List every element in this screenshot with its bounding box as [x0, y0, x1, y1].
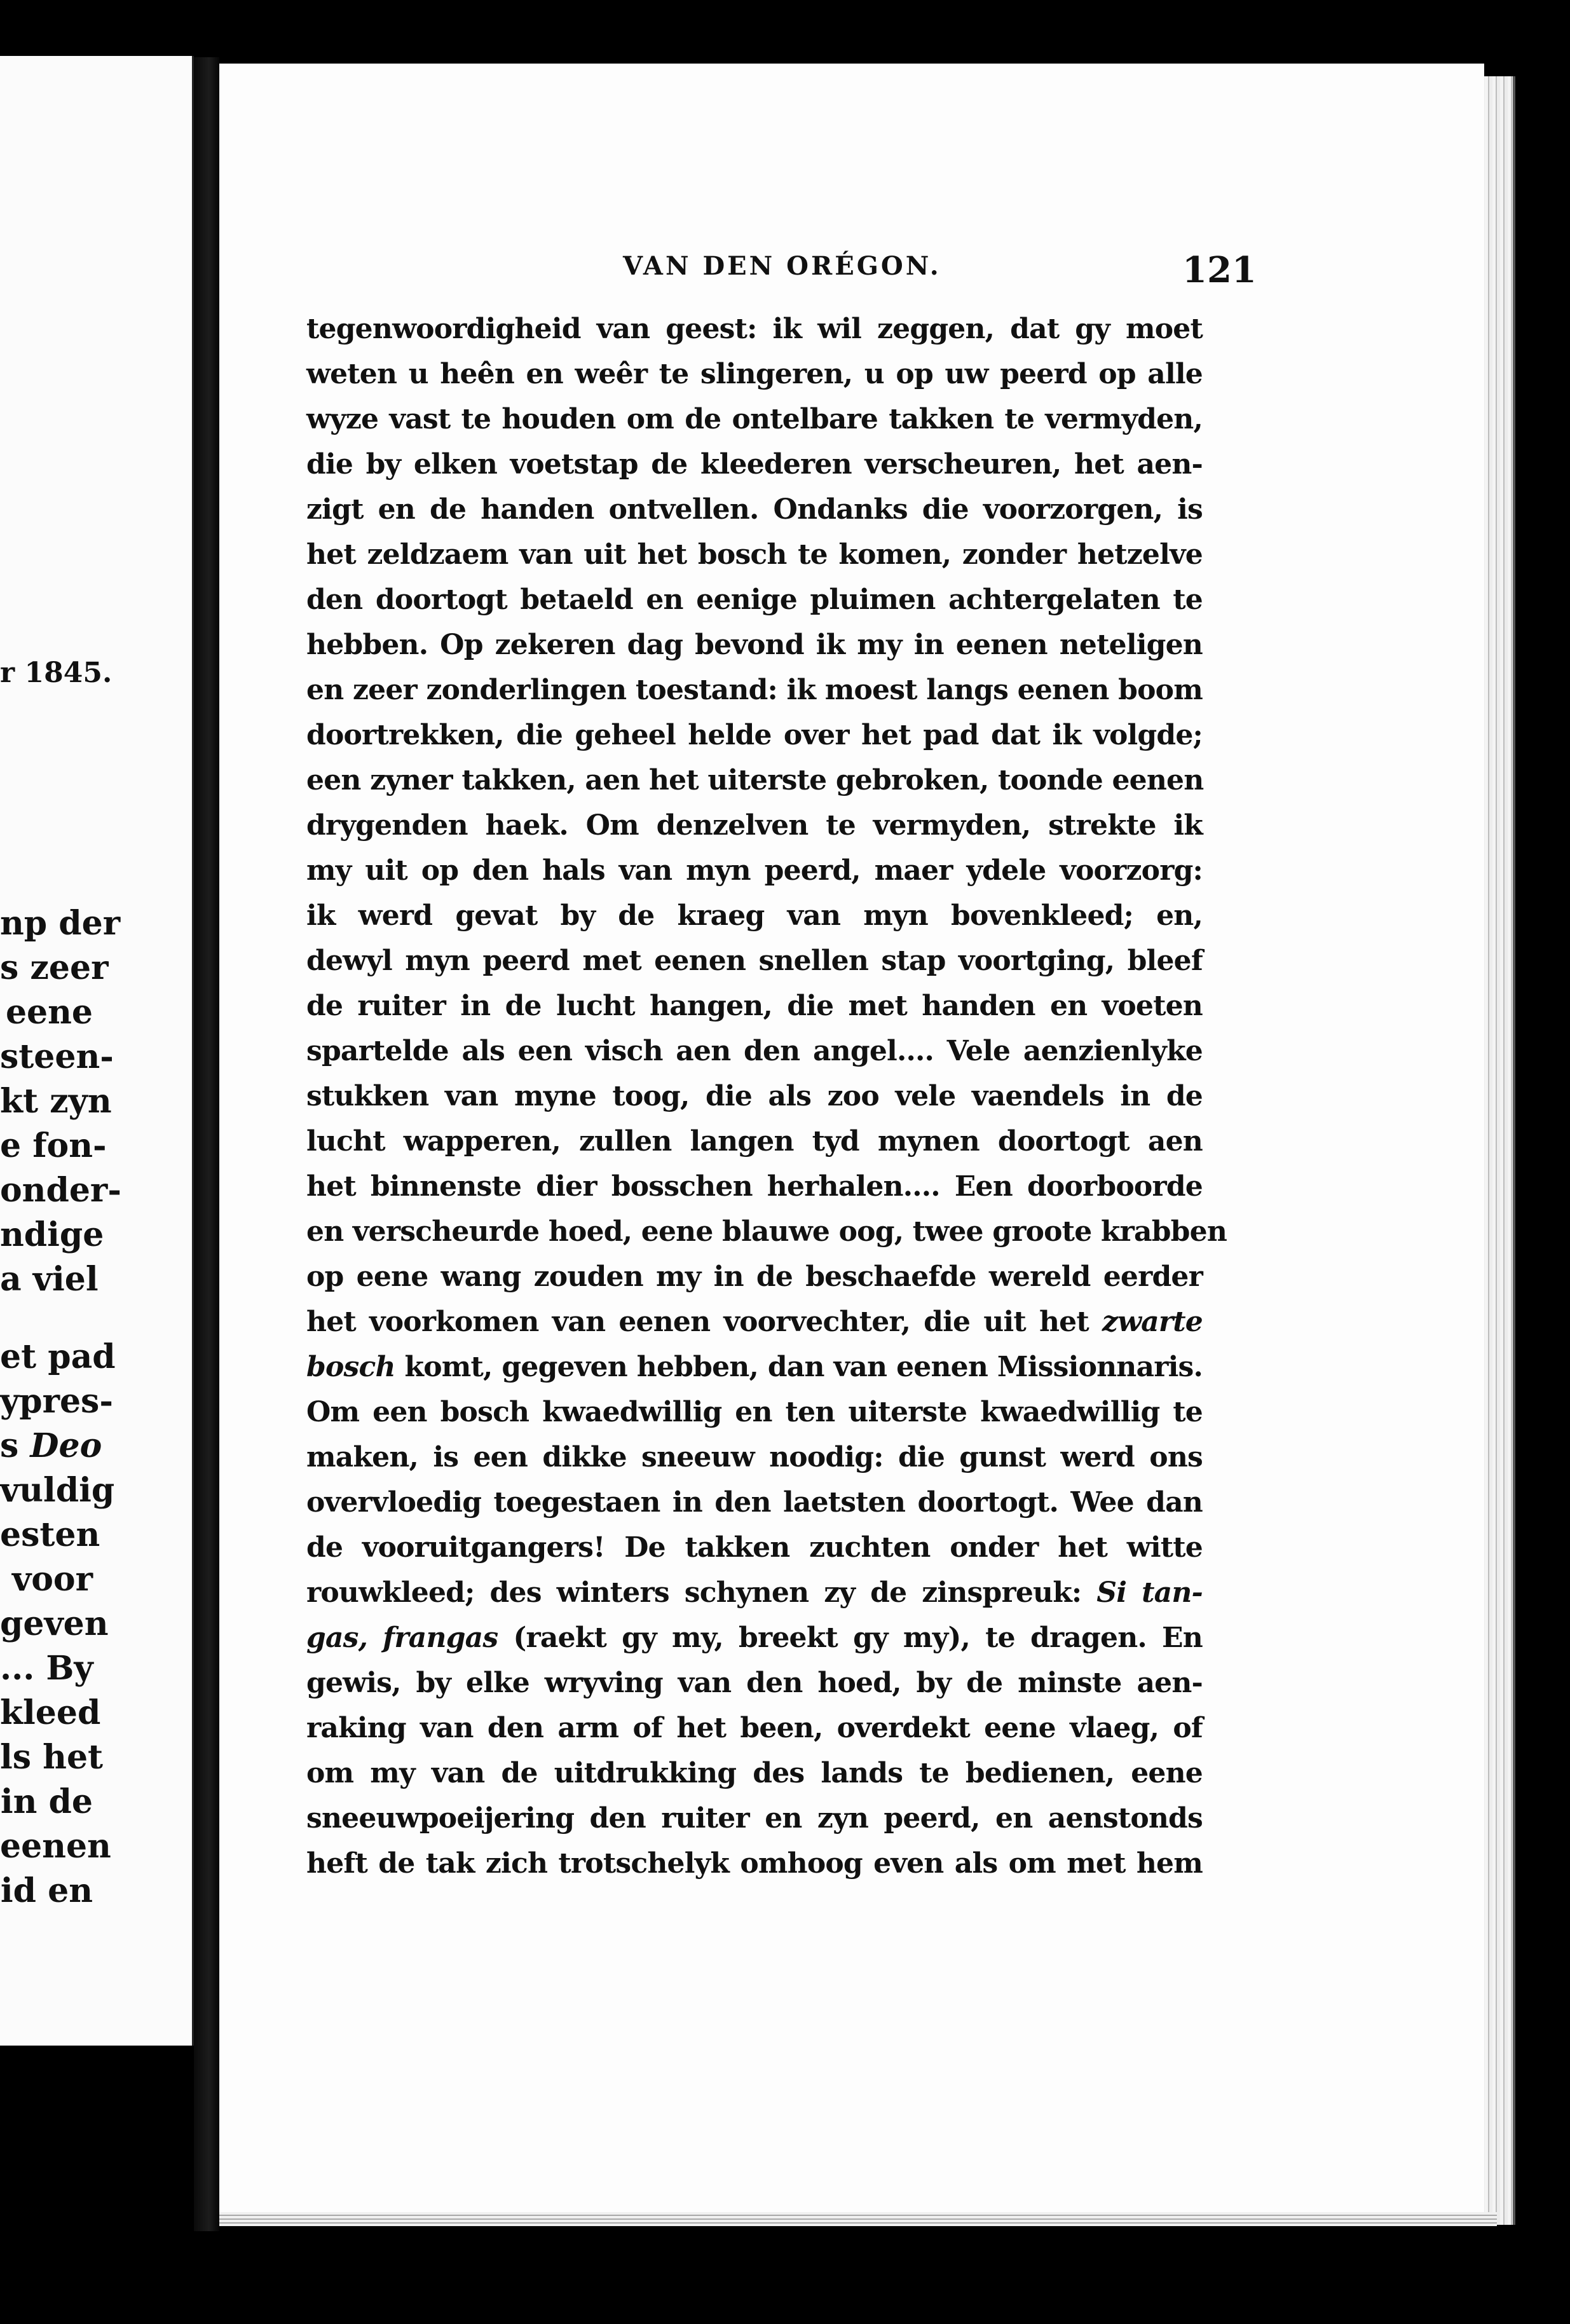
body-line: gas, frangas (raekt gy my, breekt gy my), te dragen. En: [306, 1622, 1203, 1654]
left-fragment-line: eenen: [0, 1827, 111, 1866]
body-line: en zeer zonderlingen toestand: ik moest langs eenen boom: [306, 674, 1203, 706]
left-fragment-line: steen-: [0, 1037, 114, 1076]
body-line: stukken van myne toog, die als zoo vele vaendels in de: [306, 1080, 1203, 1112]
left-fragment-line: in de: [0, 1782, 93, 1821]
left-fragment-line: id en: [0, 1871, 93, 1910]
body-line: heft de tak zich trotschelyk omhoog even als om met hem: [306, 1847, 1203, 1880]
body-line: hebben. Op zekeren dag bevond ik my in eenen neteligen: [306, 629, 1203, 661]
left-fragment-line: s Deo: [0, 1426, 102, 1465]
left-fragment-line: ypres-: [0, 1382, 113, 1421]
body-line: die by elken voetstap de kleederen verscheuren, het aen-: [306, 448, 1203, 481]
left-page-line-fragments: [0, 901, 121, 1913]
left-fragment-line: e fon-: [0, 1126, 107, 1165]
body-text: [306, 306, 1227, 1886]
left-fragment-line: ls het: [0, 1738, 104, 1777]
body-line: weten u heên en weêr te slingeren, u op uw peerd op alle: [306, 358, 1203, 390]
body-line: drygenden haek. Om denzelven te vermyden, strekte ik: [306, 809, 1203, 842]
left-fragment-line: a viel: [0, 1260, 99, 1299]
left-fragment-line: voor: [12, 1560, 93, 1599]
body-line: lucht wapperen, zullen langen tyd mynen doortogt aen: [306, 1125, 1203, 1158]
body-line: het binnenste dier bosschen herhalen.... Een doorboorde: [306, 1170, 1203, 1203]
left-fragment-line: s zeer: [0, 948, 109, 987]
body-line: ik werd gevat by de kraeg van myn bovenkleed; en,: [306, 899, 1203, 932]
left-fragment-line: ... By: [0, 1649, 93, 1688]
left-fragment-line: geven: [0, 1604, 109, 1643]
body-line: den doortogt betaeld en eenige pluimen achtergelaten te: [306, 584, 1203, 616]
body-line: tegenwoordigheid van geest: ik wil zeggen, dat gy moet: [306, 313, 1203, 345]
left-fragment-line: esten: [0, 1515, 100, 1554]
body-line: zigt en de handen ontvellen. Ondanks die voorzorgen, is: [306, 493, 1203, 526]
left-fragment-line: eene: [5, 993, 93, 1032]
body-line: overvloedig toegestaen in den laetsten doortogt. Wee dan: [306, 1486, 1203, 1519]
left-fragment-line: ndige: [0, 1215, 104, 1254]
left-fragment-line: kt zyn: [0, 1082, 112, 1121]
page-number: 121: [1182, 249, 1257, 291]
body-line: het zeldzaem van uit het bosch te komen, zonder hetzelve: [306, 538, 1203, 571]
body-line: spartelde als een visch aen den angel.... Vele aenzienlyke: [306, 1035, 1203, 1067]
body-line: en verscheurde hoed, eene blauwe oog, twee groote krabben: [306, 1215, 1227, 1248]
body-line: raking van den arm of het been, overdekt eene vlaeg, of: [306, 1712, 1203, 1744]
body-line: op eene wang zouden my in de beschaefde wereld eerder: [306, 1261, 1203, 1293]
body-line: gewis, by elke wryving van den hoed, by de minste aen-: [306, 1667, 1203, 1699]
running-head: VAN DEN ORÉGON.: [623, 251, 941, 281]
body-line: om my van de uitdrukking des lands te bedienen, eene: [306, 1757, 1203, 1789]
book-gutter: [194, 57, 219, 2231]
body-line: doortrekken, die geheel helde over het pad dat ik volgde;: [306, 719, 1203, 751]
left-fragment-line: et pad: [0, 1337, 116, 1376]
body-line: dewyl myn peerd met eenen snellen stap voortging, bleef: [306, 945, 1203, 977]
left-page-year-fragment: r 1845.: [0, 657, 113, 689]
page-edges-bottom: [219, 2212, 1497, 2226]
body-line: my uit op den hals van myn peerd, maer ydele voorzorg:: [306, 854, 1203, 887]
body-line: wyze vast te houden om de ontelbare takken te vermyden,: [306, 403, 1203, 435]
left-fragment-line: vuldig: [0, 1471, 115, 1510]
body-line: de ruiter in de lucht hangen, die met handen en voeten: [306, 990, 1203, 1022]
body-line: de vooruitgangers! De takken zuchten onder het witte: [306, 1531, 1203, 1564]
body-line: een zyner takken, aen het uiterste gebroken, toonde eenen: [306, 764, 1204, 796]
body-line: rouwkleed; des winters schynen zy de zinspreuk: Si tan-: [306, 1576, 1203, 1609]
left-fragment-line: kleed: [0, 1693, 101, 1732]
left-fragment-line: onder-: [0, 1171, 121, 1210]
body-line: sneeuwpoeijering den ruiter en zyn peerd, en aenstonds: [306, 1802, 1203, 1835]
body-line: maken, is een dikke sneeuw noodig: die gunst werd ons: [306, 1441, 1203, 1473]
body-line: het voorkomen van eenen voorvechter, die uit het zwarte: [306, 1306, 1203, 1338]
body-line: bosch komt, gegeven hebben, dan van eenen Missionnaris.: [306, 1351, 1203, 1383]
left-facing-page: [0, 56, 194, 2046]
body-line: Om een bosch kwaedwillig en ten uiterste kwaedwillig te: [306, 1396, 1203, 1428]
left-fragment-line: np der: [0, 904, 121, 943]
